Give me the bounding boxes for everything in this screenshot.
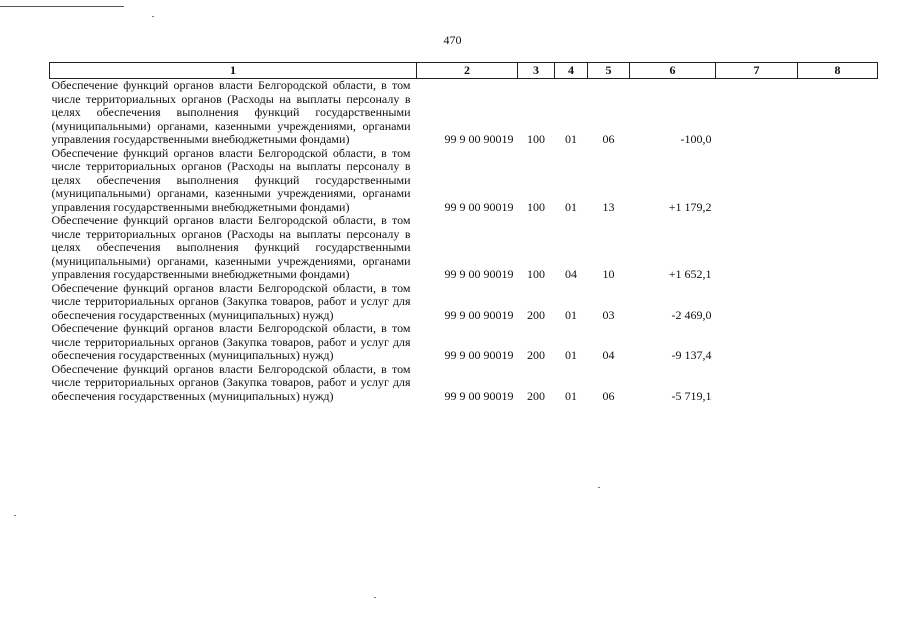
row-subsection: 03 (602, 307, 615, 322)
row-description: Обеспечение функций органов власти Белгородской области, в том числе территориальных органов (Закупка товаров, работ и услуг для обеспечения государственных (муниципальных) нужд) (51, 321, 411, 362)
column-header-1: 1 (50, 63, 417, 79)
row-subsection: 04 (602, 348, 615, 362)
column-header-6: 6 (630, 63, 716, 79)
row-target-code: 99 9 00 90019 (444, 199, 514, 214)
column-header-8: 8 (798, 63, 878, 79)
column-header-3: 3 (518, 63, 555, 79)
row-target-code: 99 9 00 90019 (444, 132, 514, 146)
row-subsection: 13 (602, 199, 615, 214)
table-row (50, 79, 878, 147)
row-target-code: 99 9 00 90019 (444, 307, 514, 322)
row-expense-type: 100 (527, 132, 545, 146)
row-target-code: 99 9 00 90019 (444, 388, 514, 403)
row-col7 (716, 147, 798, 215)
row-section: 01 (565, 348, 577, 362)
row-col7 (716, 282, 798, 323)
row-amount: +1 652,1 (668, 267, 712, 281)
row-section: 01 (565, 199, 577, 214)
row-description: Обеспечение функций органов власти Белгородской области, в том числе территориальных органов (Расходы на выплаты персоналу в целях обеспечения выполнения функций государственными (муниципальными) органами, казенными учреждениями, органами управления государственными внебюджетными фондами) (51, 213, 411, 281)
table-row (50, 214, 878, 282)
row-col8 (798, 282, 878, 323)
row-amount: +1 179,2 (668, 199, 712, 214)
row-description: Обеспечение функций органов власти Белгородской области, в том числе территориальных органов (Закупка товаров, работ и услуг для обеспечения государственных (муниципальных) нужд) (51, 361, 411, 403)
row-amount: -100,0 (680, 132, 712, 146)
table-row (50, 363, 878, 404)
row-subsection: 10 (602, 267, 615, 281)
column-header-4: 4 (555, 63, 588, 79)
row-target-code: 99 9 00 90019 (444, 267, 514, 281)
scan-speck (598, 487, 600, 488)
row-col7 (716, 79, 798, 147)
table-row (50, 147, 878, 215)
row-subsection: 06 (602, 132, 615, 146)
row-section: 01 (565, 307, 577, 322)
scan-speck (374, 597, 376, 598)
row-col7 (716, 363, 798, 404)
row-amount: -2 469,0 (671, 307, 712, 322)
row-col7 (716, 322, 798, 363)
row-subsection: 06 (602, 388, 615, 403)
row-col8 (798, 214, 878, 282)
top-rule (0, 6, 124, 7)
table-row (50, 322, 878, 363)
row-expense-type: 200 (527, 348, 545, 362)
column-header-2: 2 (417, 63, 518, 79)
row-expense-type: 200 (527, 307, 545, 322)
table-row (50, 282, 878, 323)
row-amount: -5 719,1 (671, 388, 712, 403)
row-target-code: 99 9 00 90019 (444, 348, 514, 362)
row-amount: -9 137,4 (671, 348, 712, 362)
row-col8 (798, 363, 878, 404)
row-section: 04 (565, 267, 577, 281)
row-description: Обеспечение функций органов власти Белгородской области, в том числе территориальных органов (Расходы на выплаты персоналу в целях обеспечения выполнения функций государственными (муниципальными) органами, казенными учреждениями, органами управления государственными внебюджетными фондами) (51, 78, 411, 146)
row-col8 (798, 147, 878, 215)
scan-speck (152, 16, 154, 17)
row-expense-type: 100 (527, 199, 545, 214)
column-header-5: 5 (588, 63, 630, 79)
scan-speck (14, 515, 16, 516)
row-expense-type: 100 (527, 267, 545, 281)
row-expense-type: 200 (527, 388, 545, 403)
row-description: Обеспечение функций органов власти Белгородской области, в том числе территориальных органов (Закупка товаров, работ и услуг для обеспечения государственных (муниципальных) нужд) (51, 280, 411, 322)
row-col8 (798, 79, 878, 147)
row-col8 (798, 322, 878, 363)
row-section: 01 (565, 132, 577, 146)
header-row (50, 63, 878, 79)
row-col7 (716, 214, 798, 282)
row-description: Обеспечение функций органов власти Белгородской области, в том числе территориальных органов (Расходы на выплаты персоналу в целях обеспечения выполнения функций государственными (муниципальными) органами, казенными учреждениями, органами управления государственными внебюджетными фондами) (51, 145, 411, 214)
budget-table (49, 62, 878, 403)
row-section: 01 (565, 388, 577, 403)
page-number: 470 (443, 33, 462, 47)
column-header-7: 7 (716, 63, 798, 79)
